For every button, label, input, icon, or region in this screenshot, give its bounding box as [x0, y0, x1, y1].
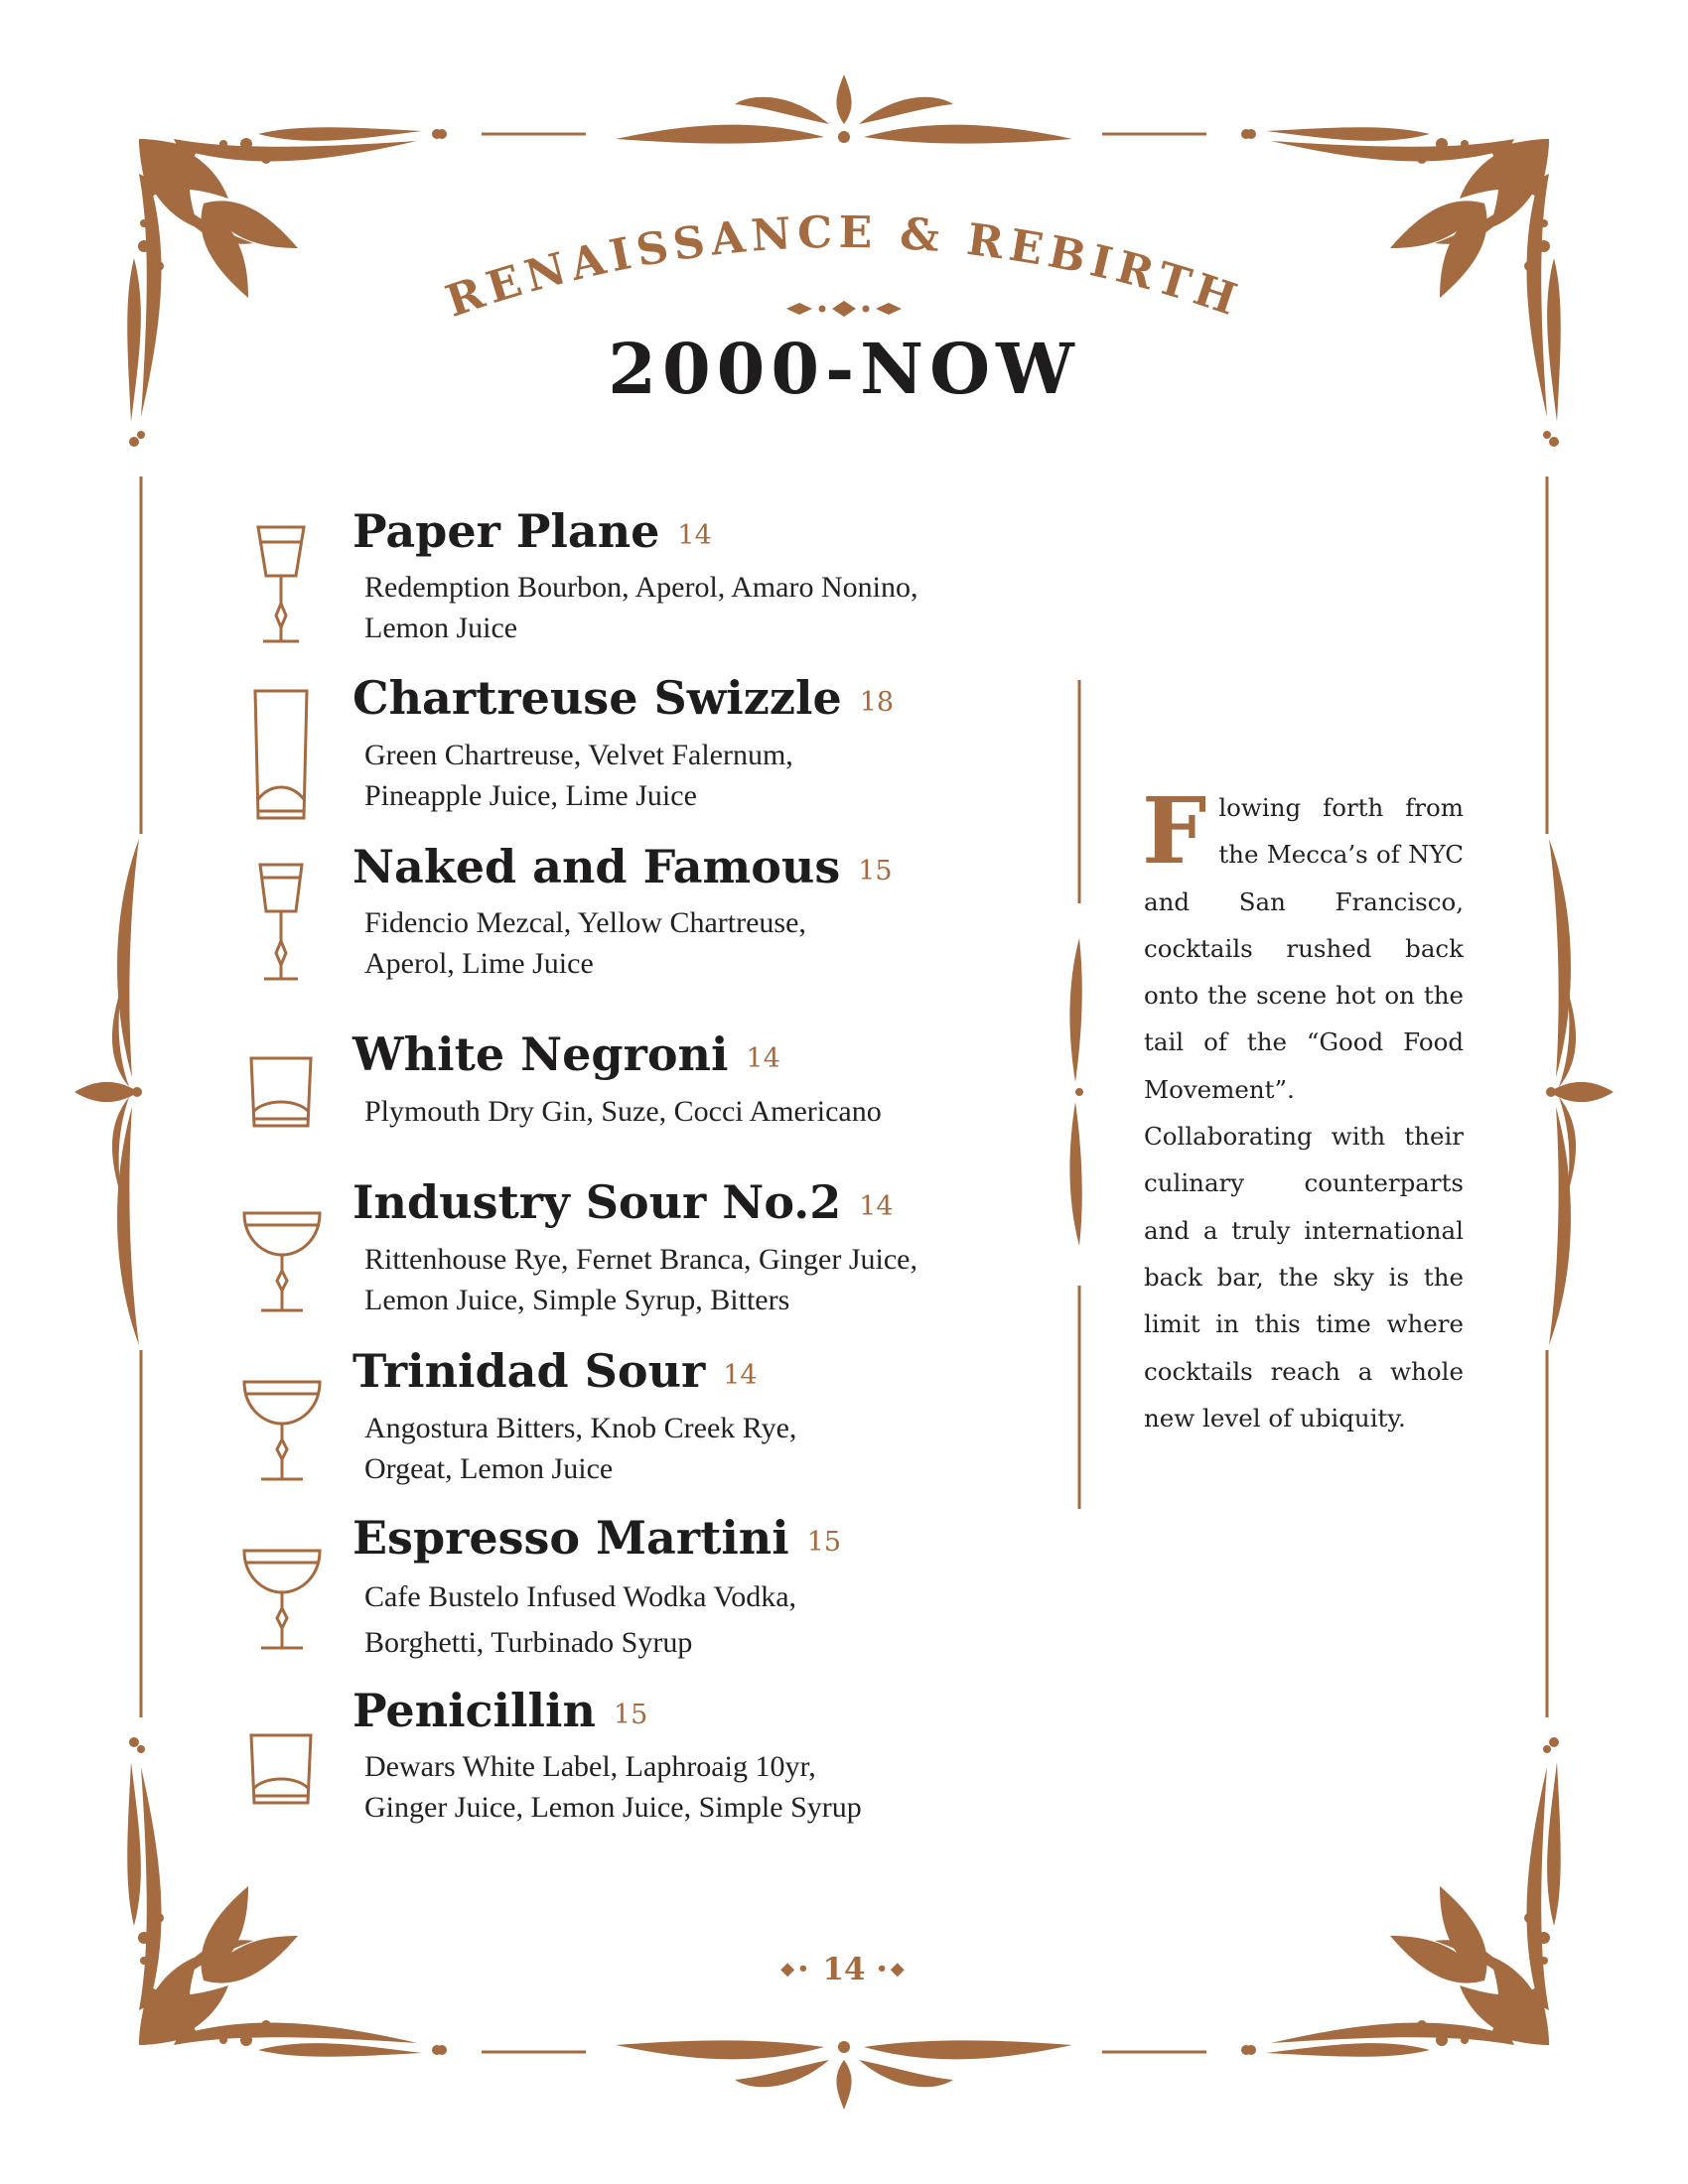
menu-item-name: Penicillin 15 [352, 1684, 648, 1737]
menu-item-price: 14 [723, 1360, 758, 1391]
left-diamond-icon: ◆• [780, 1959, 812, 1979]
menu-item-price: 14 [677, 520, 712, 551]
era-title: 2000-NOW [608, 328, 1080, 410]
right-diamond-icon: •◆ [876, 1959, 908, 1979]
page-number: ◆• 14 •◆ [780, 1952, 908, 1987]
menu-item-name: Naked and Famous 15 [352, 840, 893, 893]
menu-item-name: Trinidad Sour 14 [352, 1344, 758, 1398]
nick-and-nora-glass-icon [256, 862, 306, 983]
menu-item-description: Rittenhouse Rye, Fernet Branca, Ginger Juice, Lemon Juice, Simple Syrup, Bitters [364, 1243, 917, 1316]
menu-item-price: 15 [806, 1527, 842, 1558]
section-title [0, 0, 1688, 357]
coupe-glass-icon [241, 1209, 323, 1314]
menu-item-description: Angostura Bitters, Knob Creek Rye, Orgeat, Lemon Juice [364, 1412, 797, 1485]
rocks-glass-icon [248, 1055, 314, 1129]
menu-item-price: 14 [859, 1191, 894, 1222]
menu-item-name: White Negroni 14 [352, 1027, 780, 1081]
menu-item-description: Cafe Bustelo Infused Wodka Vodka, Borghetti, Turbinado Syrup [364, 1580, 797, 1659]
highball-glass-icon [251, 688, 311, 821]
coupe-glass-icon [241, 1547, 323, 1652]
drop-cap: F [1142, 777, 1207, 885]
menu-item-price: 14 [746, 1043, 780, 1074]
menu-item-description: Green Chartreuse, Velvet Falernum, Pineapple Juice, Lime Juice [364, 739, 793, 812]
menu-item-name: Espresso Martini 15 [352, 1511, 842, 1565]
menu-item-name: Paper Plane 14 [352, 504, 712, 558]
menu-item-description: Redemption Bourbon, Aperol, Amaro Nonino, Lemon Juice [364, 571, 918, 644]
menu-item-name: Industry Sour No.2 14 [352, 1175, 894, 1229]
history-paragraph [1142, 777, 1464, 1441]
menu-item-name: Chartreuse Swizzle 18 [352, 671, 895, 725]
coupe-glass-icon [241, 1378, 323, 1483]
menu-item-price: 18 [859, 687, 895, 718]
menu-item-description: Dewars White Label, Laphroaig 10yr, Ginger Juice, Lemon Juice, Simple Syrup [364, 1750, 862, 1824]
coupe-small-icon [253, 524, 309, 645]
menu-item-description: Fidencio Mezcal, Yellow Chartreuse, Aperol, Lime Juice [364, 906, 806, 980]
rocks-glass-icon [248, 1732, 314, 1806]
menu-item-price: 15 [858, 856, 893, 887]
menu-item-price: 15 [613, 1700, 648, 1730]
history-text: lowing forth from the Mecca’s of NYC and San Francisco, cocktails rushed back onto the scene hot on the tail of the “Good Food Movement”. Collaborating with their culinary counterparts and a truly international back bar, the sky is the limit in this time where cocktails reach a whole new level of ubiquity. [1144, 793, 1464, 1433]
menu-item-description: Plymouth Dry Gin, Suze, Cocci Americano [364, 1095, 882, 1128]
svg-text:RENAISSANCE & REBIRTH: RENAISSANCE & REBIRTH [439, 206, 1249, 328]
